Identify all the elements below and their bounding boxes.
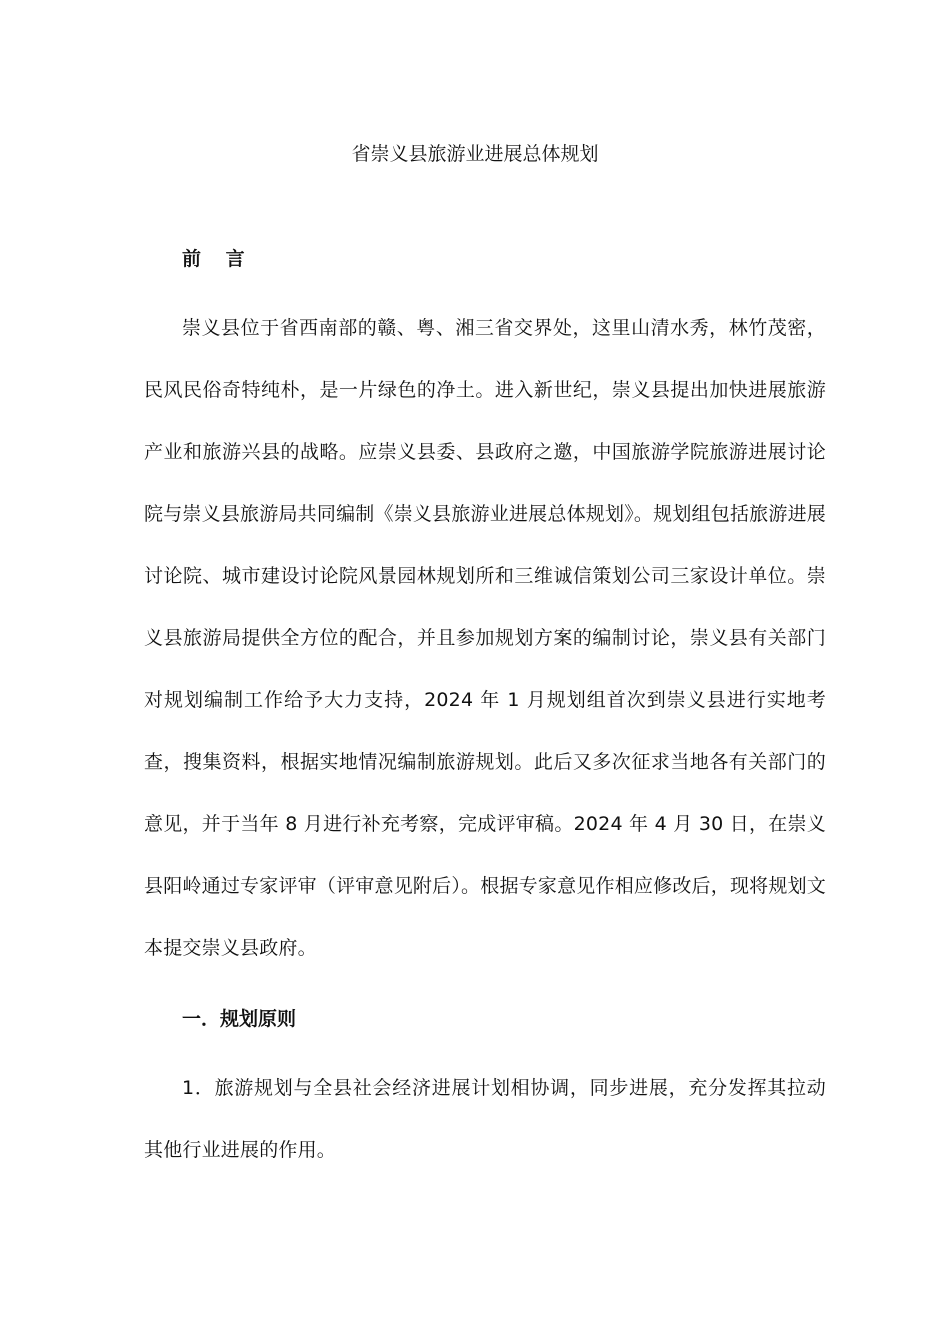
document-title: 省崇义县旅游业进展总体规划 <box>351 143 599 165</box>
preface-heading: 前 言 <box>182 248 254 270</box>
preface-paragraph: 崇义县位于省西南部的赣、粤、湘三省交界处，这里山清水秀，林竹茂密，民风民俗奇特纯朴，是一片绿色的净土。进入新世纪，崇义县提出加快进展旅游产业和旅游兴县的战略。应崇义县委、县政府之邀，中国旅游学院旅游进展讨论院与崇义县旅游局共同编制《崇义县旅游业进展总体规划》。规划组包括旅游进展讨论院、城市建设讨论院风景园林规划所和三维诚信策划公司三家设计单位。崇义县旅游局提供全方位的配合，并且参加规划方案的编制讨论，崇义县有关部门对规划编制工作给予大力支持，2024 年 1 月规划组首次到崇义县进行实地考查，搜集资料，根据实地情况编制旅游规划。此后又多次征求当地各有关部门的意见，并于当年 8 月进行补充考察，完成评审稿。2024 年 4 月 30 日，在崇义县阳岭通过专家评审（评审意见附后）。根据专家意见作相应修改后，现将规划文本提交崇义县政府。 <box>144 317 826 959</box>
section-heading-planning-principles: 一．规划原则 <box>182 1008 297 1030</box>
principle-1-paragraph: 1．旅游规划与全县社会经济进展计划相协调，同步进展，充分发挥其拉动其他行业进展的作用。 <box>144 1077 826 1161</box>
